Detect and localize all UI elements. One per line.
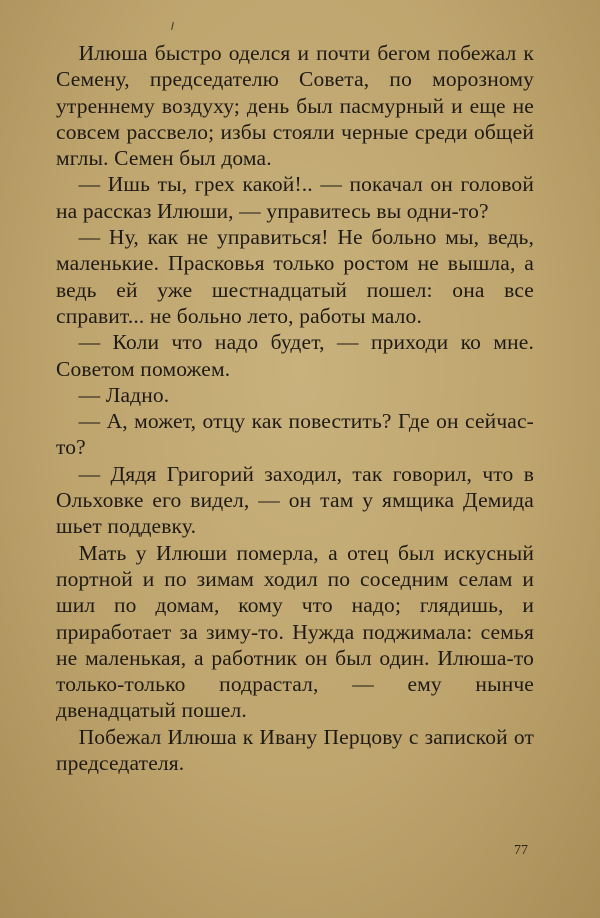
paragraph: — Ну, как не управиться! Не больно мы, ведь, маленькие. Прасковья только ростом не вышла, а ведь ей уже шестнадцатый пошел: она все справит... не больно лето, работы мало.: [56, 225, 534, 328]
paragraph: — Коли что надо будет, — приходи ко мне. Советом поможем.: [56, 330, 534, 381]
paragraph: Илюша быстро оделся и почти бегом побежал к Семену, председателю Совета, по морозному утреннему воздуху; день был пасмурный и еще не совсем рассвело; избы стояли черные среди общей мглы. Семен был дома.: [56, 41, 534, 171]
paragraph: — Ишь ты, грех какой!.. — покачал он головой на рассказ Илюши, — управитесь вы одни-то?: [56, 172, 534, 223]
paragraph: — А, может, отцу как повестить? Где он сейчас-то?: [56, 409, 534, 460]
paragraph: Побежал Илюша к Ивану Перцову с запиской от председателя.: [56, 724, 534, 776]
paragraph: Мать у Илюши померла, а отец был искусный портной и по зимам ходил по соседним селам и шил по домам, кому что надо; глядишь, и приработает за зиму-то. Нужда поджимала: семья не маленькая, а работник он был один. Илюша-то только-только подрастал, — ему нынче двенадцатый пошел.: [56, 540, 534, 723]
paragraph: — Ладно.: [78, 382, 170, 407]
ink-mark: [171, 22, 174, 30]
paragraph: — Дядя Григорий заходил, так говорил, что в Ольховке его видел, — он там у ямщика Демида шьет поддевку.: [56, 461, 534, 539]
body-text: [56, 40, 534, 776]
page-number: 77: [514, 843, 528, 858]
